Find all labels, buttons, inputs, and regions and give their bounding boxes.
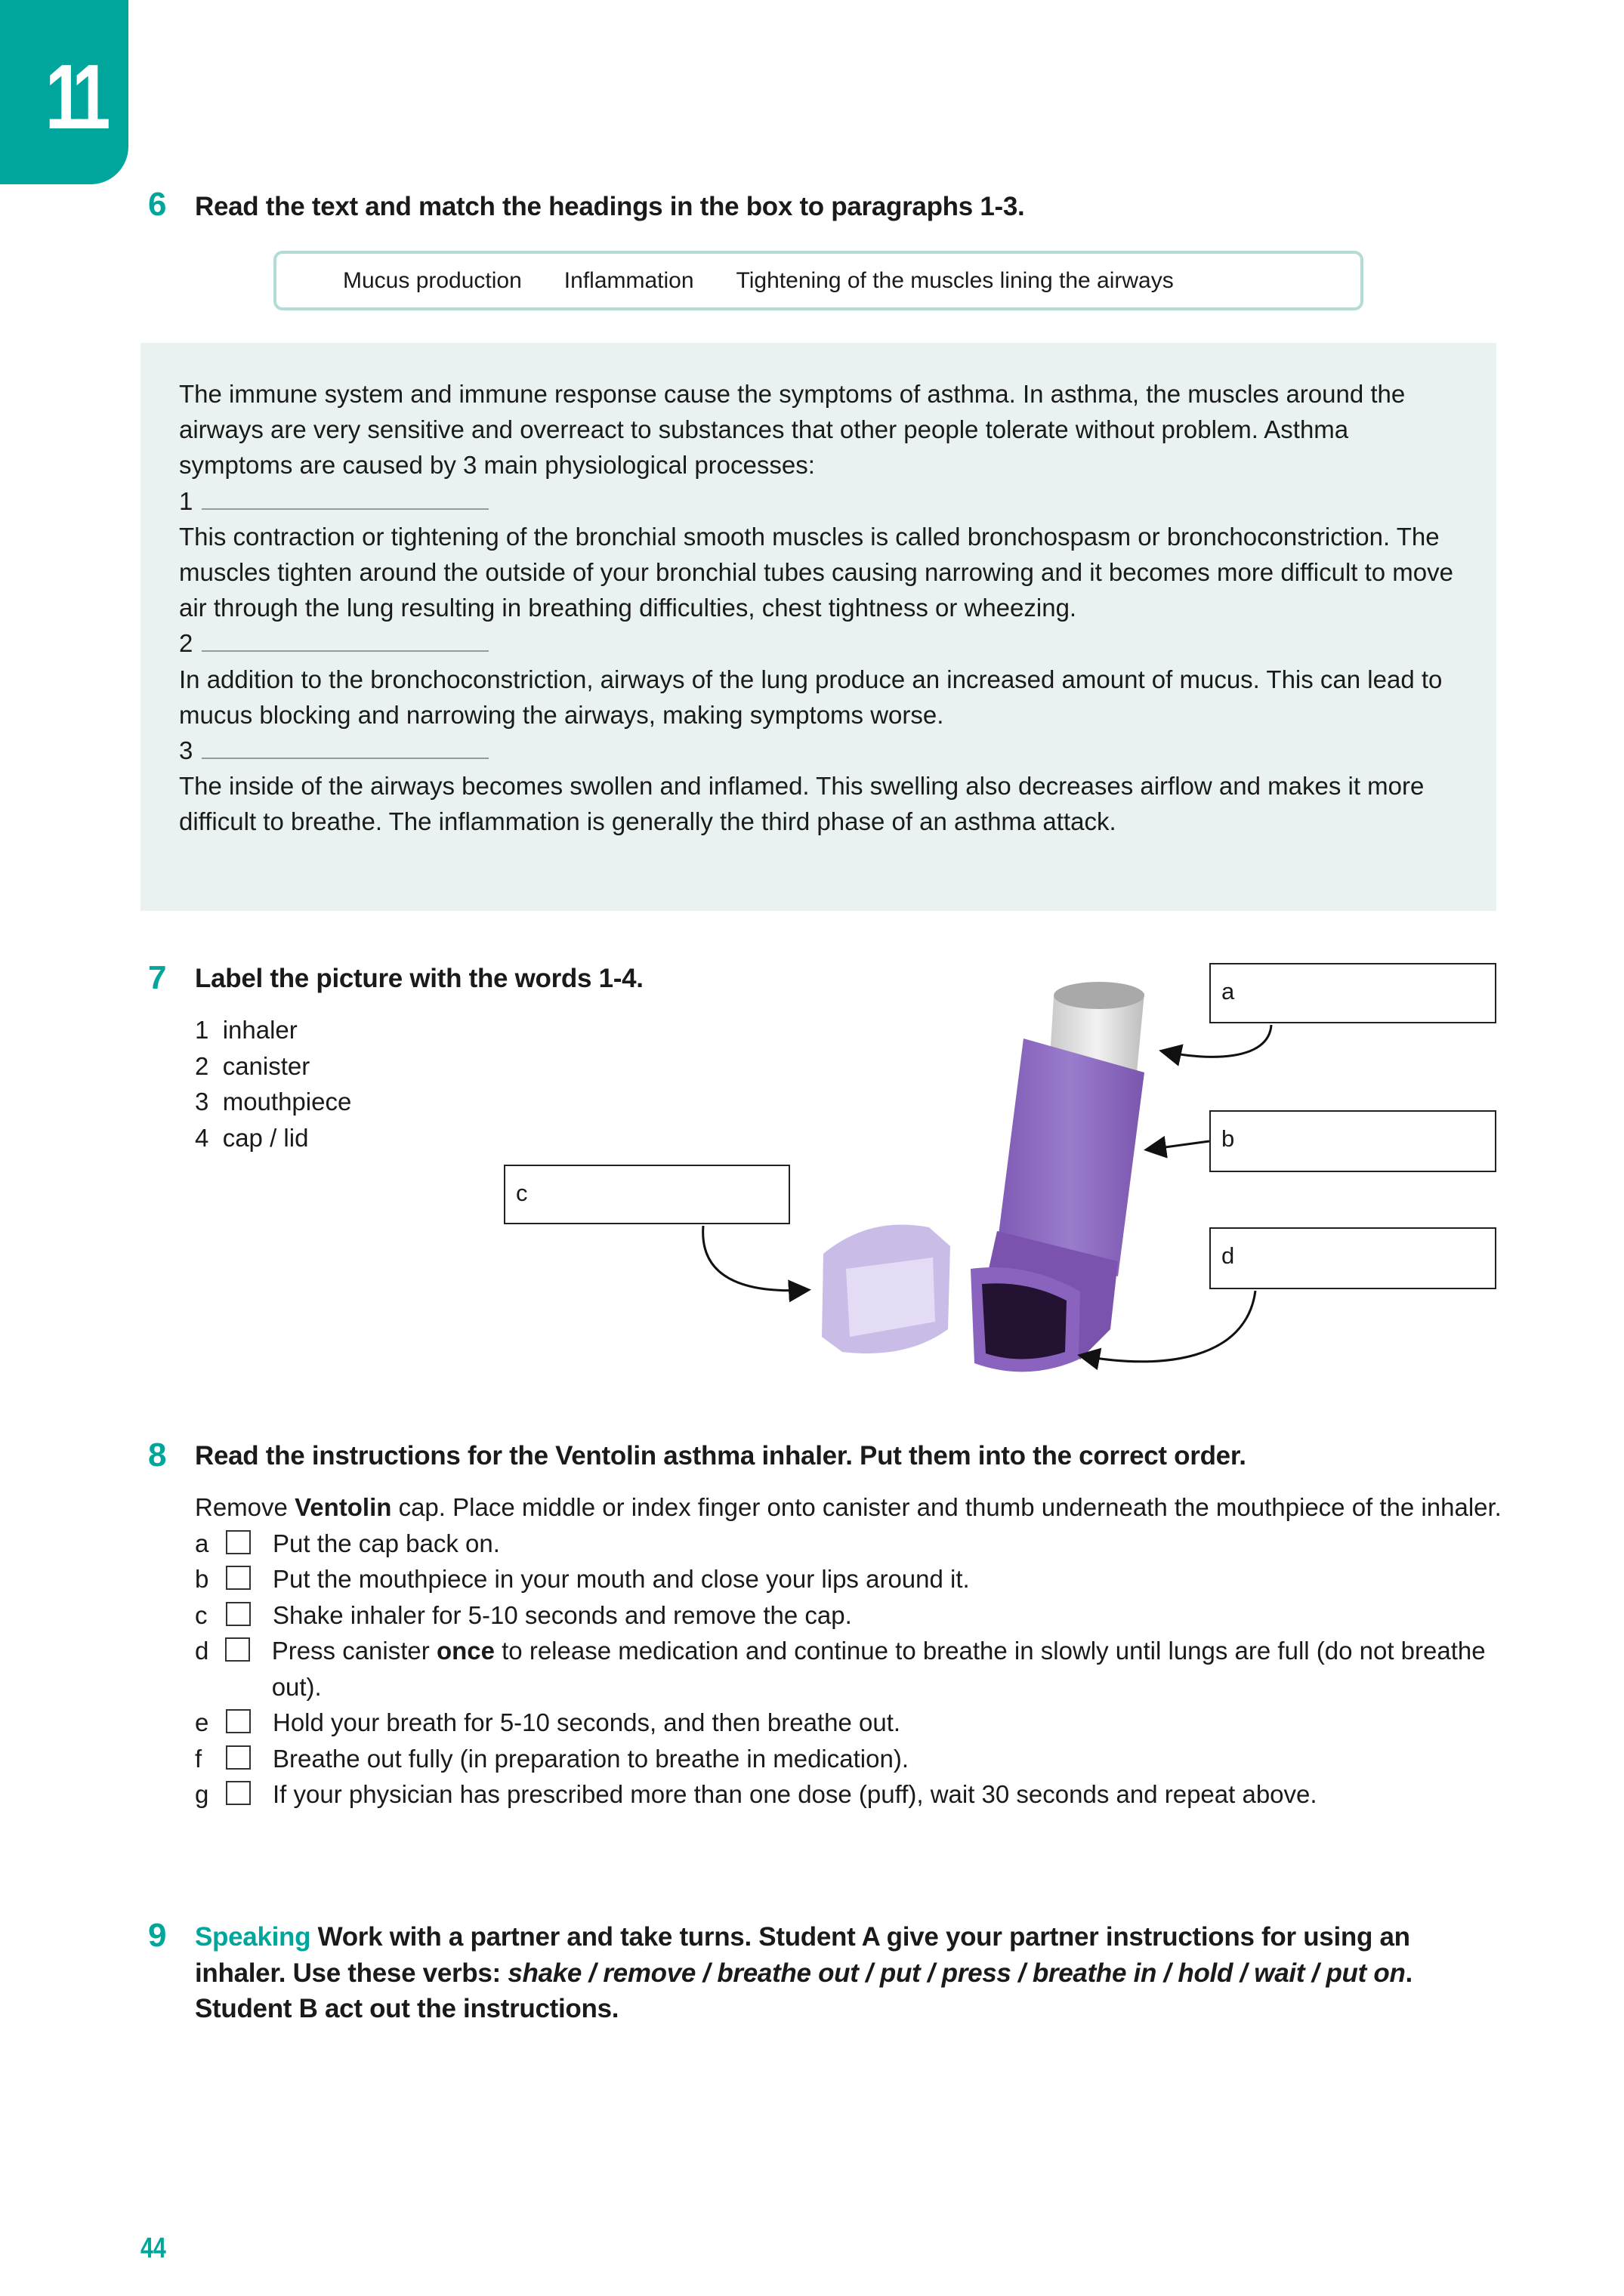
word-item: 1 inhaler — [195, 1016, 298, 1044]
exercise-8-number: 8 — [148, 1437, 167, 1474]
label-box-b[interactable]: b — [1209, 1110, 1496, 1172]
intro-paragraph: The immune system and immune response cause the symptoms of asthma. In asthma, the muscles around the airways are very sensitive and overreact to substances that other people tolerate without problem. Asthma symptoms are caused by 3 main physiological processes: — [179, 380, 1406, 480]
exercise-8-instruction: Read the instructions for the Ventolin asthma inhaler. Put them into the correct order. — [195, 1441, 1246, 1470]
exercise-7-number: 7 — [148, 959, 167, 996]
answer-blank[interactable] — [202, 736, 489, 759]
heading-option: Mucus production — [343, 267, 522, 293]
page-number: 44 — [140, 2233, 166, 2264]
exercise-6-number: 6 — [148, 186, 167, 223]
word-item: 4 cap / lid — [195, 1123, 309, 1152]
paragraph-2-heading-blank[interactable] — [179, 625, 1458, 661]
heading-option: Inflammation — [563, 267, 694, 293]
reading-text-panel — [140, 343, 1496, 911]
list-item: b Put the mouthpiece in your mouth and close your lips around it. — [195, 1565, 970, 1593]
list-item: e Hold your breath for 5-10 seconds, and then breathe out. — [195, 1708, 901, 1736]
paragraph-1: This contraction or tightening of the bronchial smooth muscles is called bronchospasm or bronchoconstriction. The muscles tighten around the outside of your bronchial tubes causing narrowing and it becomes more difficult to move air through the lung resulting in breathing difficulties, chest tightness or wheezing. — [179, 522, 1453, 622]
word-item: 2 canister — [195, 1051, 310, 1080]
paragraph-number: 3 — [179, 736, 193, 765]
label-box-a[interactable]: a — [1209, 963, 1496, 1023]
intro-instruction: Remove Ventolin cap. Place middle or index finger onto canister and thumb underneath the mouthpiece of the inhaler. — [195, 1493, 1502, 1521]
paragraph-number: 1 — [179, 486, 193, 515]
heading-option: Tightening of the muscles lining the airways — [736, 267, 1174, 293]
order-checkbox[interactable] — [226, 1530, 251, 1554]
list-item: a Put the cap back on. — [195, 1529, 500, 1557]
label-box-c[interactable]: c — [504, 1165, 790, 1224]
order-checkbox[interactable] — [225, 1637, 250, 1662]
speaking-label: Speaking — [195, 1922, 311, 1952]
list-item: c Shake inhaler for 5-10 seconds and remove the cap. — [195, 1600, 852, 1629]
word-item: 3 mouthpiece — [195, 1088, 352, 1116]
exercise-9-instruction: Speaking Work with a partner and take turns. Student A give your partner instructions for using an inhaler. Use these verbs: shake / remove / breathe out / put / press / breathe in / hold / wait / put on. Student B act out the instructions. — [195, 1922, 1413, 2023]
order-checkbox[interactable] — [226, 1602, 251, 1626]
headings-box — [273, 251, 1363, 310]
cap-shape — [822, 1225, 950, 1353]
order-checkbox[interactable] — [226, 1709, 251, 1733]
answer-blank[interactable] — [202, 629, 489, 652]
order-checkbox[interactable] — [226, 1781, 251, 1805]
order-checkbox[interactable] — [226, 1745, 251, 1770]
list-item: d Press canister once to release medication and continue to breathe in slowly until lungs are full (do not breathe out). — [195, 1637, 1486, 1701]
exercise-9-number: 9 — [148, 1917, 167, 1954]
arrow-a — [1163, 1025, 1271, 1057]
paragraph-3: The inside of the airways becomes swollen and inflamed. This swelling also decreases airflow and makes it more difficult to breathe. The inflammation is generally the third phase of an asthma attack. — [179, 772, 1425, 836]
paragraph-1-heading-blank[interactable] — [179, 483, 1458, 519]
exercise-6-instruction: Read the text and match the headings in the box to paragraphs 1-3. — [195, 192, 1025, 221]
verbs-list: shake / remove / breathe out / put / press / breathe in / hold / wait / put on — [508, 1958, 1406, 1988]
list-item: f Breathe out fully (in preparation to breathe in medication). — [195, 1744, 909, 1773]
paragraph-2: In addition to the bronchoconstriction, airways of the lung produce an increased amount of mucus. This can lead to mucus blocking and narrowing the airways, making symptoms worse. — [179, 665, 1443, 729]
answer-blank[interactable] — [202, 487, 489, 510]
arrow-b — [1148, 1141, 1209, 1150]
paragraph-number: 2 — [179, 629, 193, 658]
exercise-7-instruction: Label the picture with the words 1-4. — [195, 964, 644, 993]
instructions-list — [195, 1489, 1502, 1813]
order-checkbox[interactable] — [226, 1566, 251, 1590]
label-box-d[interactable]: d — [1209, 1227, 1496, 1289]
paragraph-3-heading-blank[interactable] — [179, 733, 1458, 768]
unit-number: 11 — [45, 45, 103, 148]
arrow-c — [703, 1226, 807, 1291]
list-item: g If your physician has prescribed more than one dose (puff), wait 30 seconds and repeat above. — [195, 1780, 1317, 1808]
